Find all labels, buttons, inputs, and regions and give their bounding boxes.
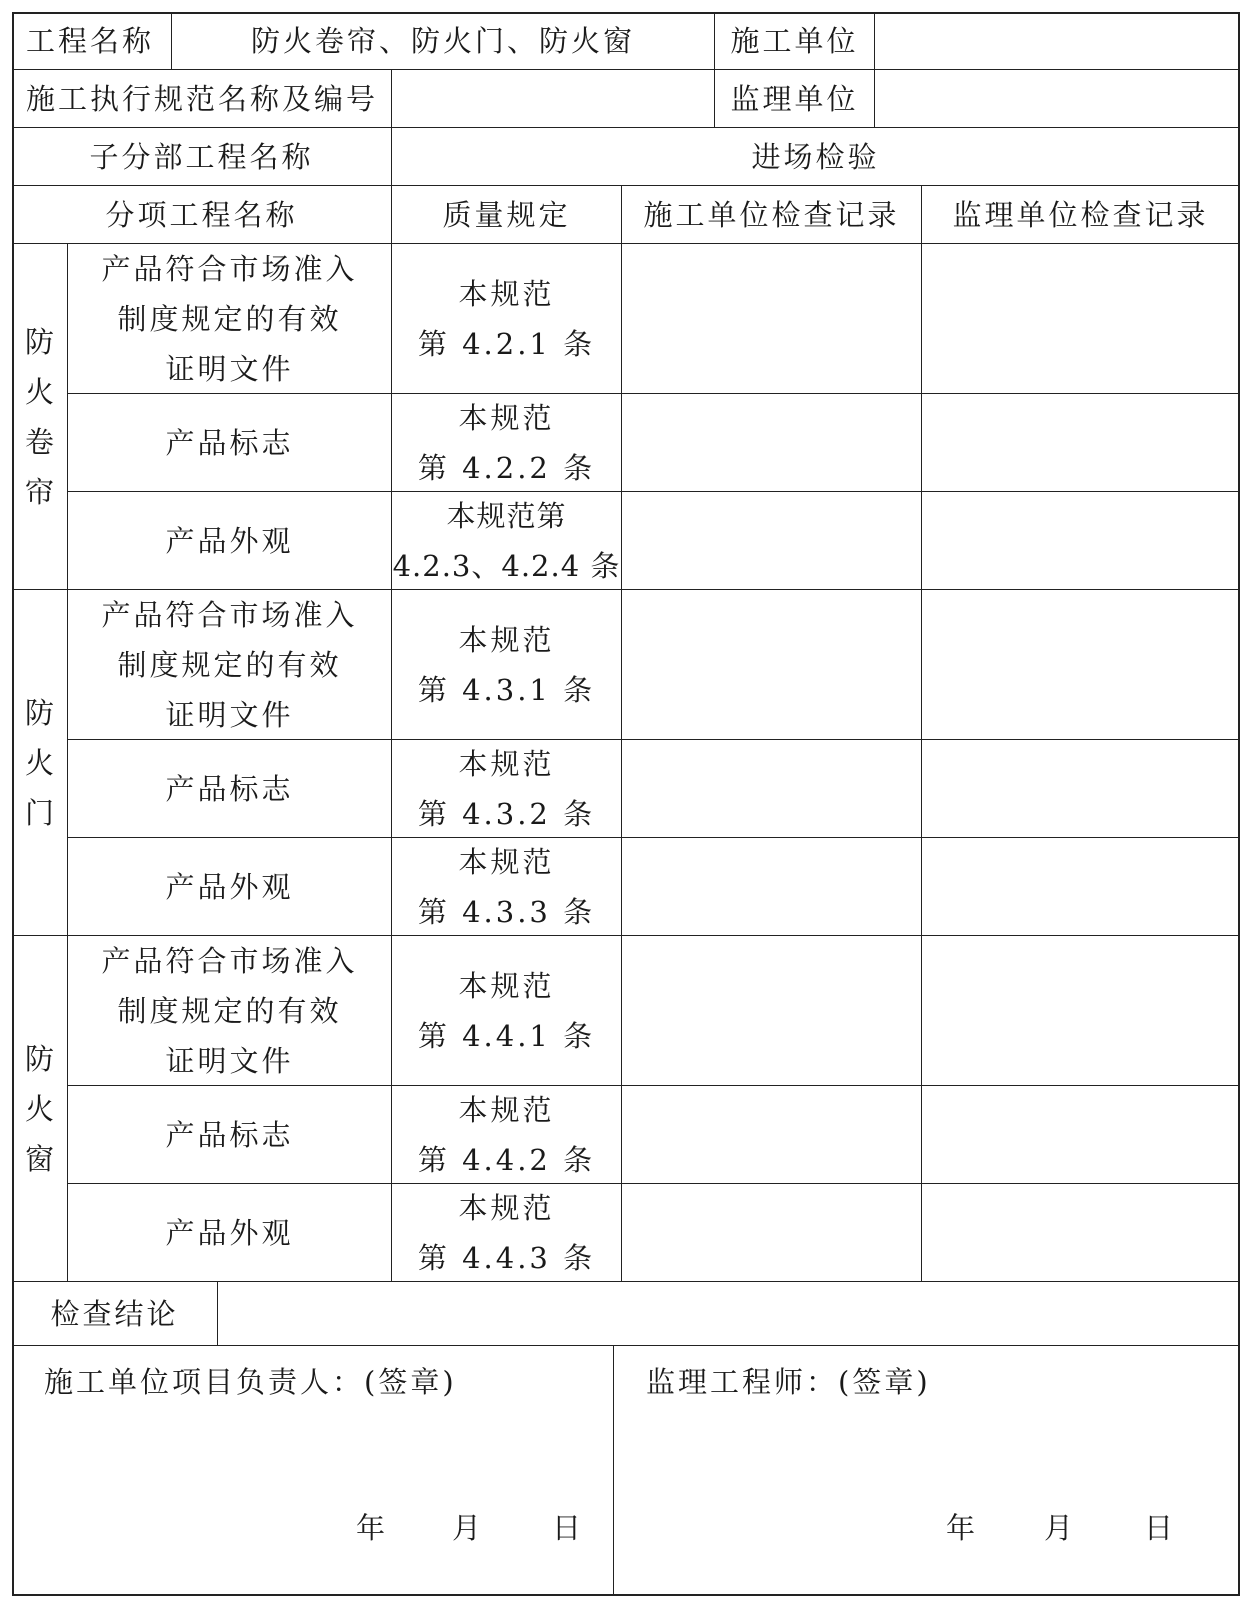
item-name: 产品外观 (68, 1184, 392, 1282)
supervisor-record-cell[interactable] (922, 1086, 1240, 1184)
supervisor-record-cell[interactable] (922, 740, 1240, 838)
spec-label: 施工执行规范名称及编号 (12, 70, 392, 128)
item-name: 产品符合市场准入 制度规定的有效 证明文件 (68, 936, 392, 1086)
supervisor-record-cell[interactable] (922, 590, 1240, 740)
constructor-date-day: 日 (552, 1511, 585, 1545)
item-name: 产品符合市场准入 制度规定的有效 证明文件 (68, 590, 392, 740)
constructor-signature-block[interactable] (12, 1346, 614, 1596)
constructor-record-cell[interactable] (622, 394, 922, 492)
constructor-record-cell[interactable] (622, 936, 922, 1086)
subpart-value: 进场检验 (392, 128, 1240, 186)
supervisor-record-cell[interactable] (922, 244, 1240, 394)
constructor-record-cell[interactable] (622, 590, 922, 740)
column-header-constructor-record: 施工单位检查记录 (622, 186, 922, 244)
item-name: 产品符合市场准入 制度规定的有效 证明文件 (68, 244, 392, 394)
item-name: 产品标志 (68, 394, 392, 492)
item-spec: 本规范 第 4.2.2 条 (392, 394, 622, 492)
column-header-quality: 质量规定 (392, 186, 622, 244)
supervisor-date-day: 日 (1144, 1511, 1177, 1545)
conclusion-label: 检查结论 (12, 1282, 218, 1346)
supervisor-value[interactable] (875, 70, 1240, 128)
subpart-label: 子分部工程名称 (12, 128, 392, 186)
constructor-record-cell[interactable] (622, 740, 922, 838)
column-header-supervisor-record: 监理单位检查记录 (922, 186, 1240, 244)
supervisor-record-cell[interactable] (922, 492, 1240, 590)
supervisor-date-month: 月 (1044, 1511, 1077, 1545)
item-spec: 本规范 第 4.3.1 条 (392, 590, 622, 740)
supervisor-signature-block[interactable] (614, 1346, 1240, 1596)
constructor-record-cell[interactable] (622, 244, 922, 394)
item-spec: 本规范 第 4.4.2 条 (392, 1086, 622, 1184)
supervisor-signature-label: 监理工程师：(签章) (646, 1365, 931, 1399)
item-spec: 本规范 第 4.3.2 条 (392, 740, 622, 838)
column-header-item: 分项工程名称 (12, 186, 392, 244)
supervisor-record-cell[interactable] (922, 394, 1240, 492)
supervisor-date-year: 年 (946, 1511, 979, 1545)
constructor-value[interactable] (875, 12, 1240, 70)
item-spec: 本规范 第 4.4.1 条 (392, 936, 622, 1086)
constructor-signature-label: 施工单位项目负责人：(签章) (44, 1365, 457, 1399)
project-name-label: 工程名称 (12, 12, 172, 70)
item-spec: 本规范第 4.2.3、4.2.4 条 (392, 492, 622, 590)
conclusion-value[interactable] (218, 1282, 1240, 1346)
project-name-value[interactable]: 防火卷帘、防火门、防火窗 (172, 12, 715, 70)
constructor-label: 施工单位 (715, 12, 875, 70)
supervisor-record-cell[interactable] (922, 936, 1240, 1086)
constructor-date-year: 年 (356, 1511, 389, 1545)
inspection-form (12, 12, 1240, 1596)
item-spec: 本规范 第 4.3.3 条 (392, 838, 622, 936)
spec-value[interactable] (392, 70, 715, 128)
item-name: 产品标志 (68, 1086, 392, 1184)
item-spec: 本规范 第 4.2.1 条 (392, 244, 622, 394)
group-label-roller-shutter: 防 火 卷 帘 (12, 244, 68, 590)
group-label-fire-window: 防 火 窗 (12, 936, 68, 1282)
supervisor-record-cell[interactable] (922, 838, 1240, 936)
supervisor-record-cell[interactable] (922, 1184, 1240, 1282)
item-spec: 本规范 第 4.4.3 条 (392, 1184, 622, 1282)
item-name: 产品外观 (68, 492, 392, 590)
constructor-record-cell[interactable] (622, 838, 922, 936)
constructor-record-cell[interactable] (622, 492, 922, 590)
constructor-date-month: 月 (452, 1511, 485, 1545)
group-label-fire-door: 防 火 门 (12, 590, 68, 936)
constructor-record-cell[interactable] (622, 1184, 922, 1282)
item-name: 产品标志 (68, 740, 392, 838)
supervisor-label: 监理单位 (715, 70, 875, 128)
constructor-record-cell[interactable] (622, 1086, 922, 1184)
item-name: 产品外观 (68, 838, 392, 936)
